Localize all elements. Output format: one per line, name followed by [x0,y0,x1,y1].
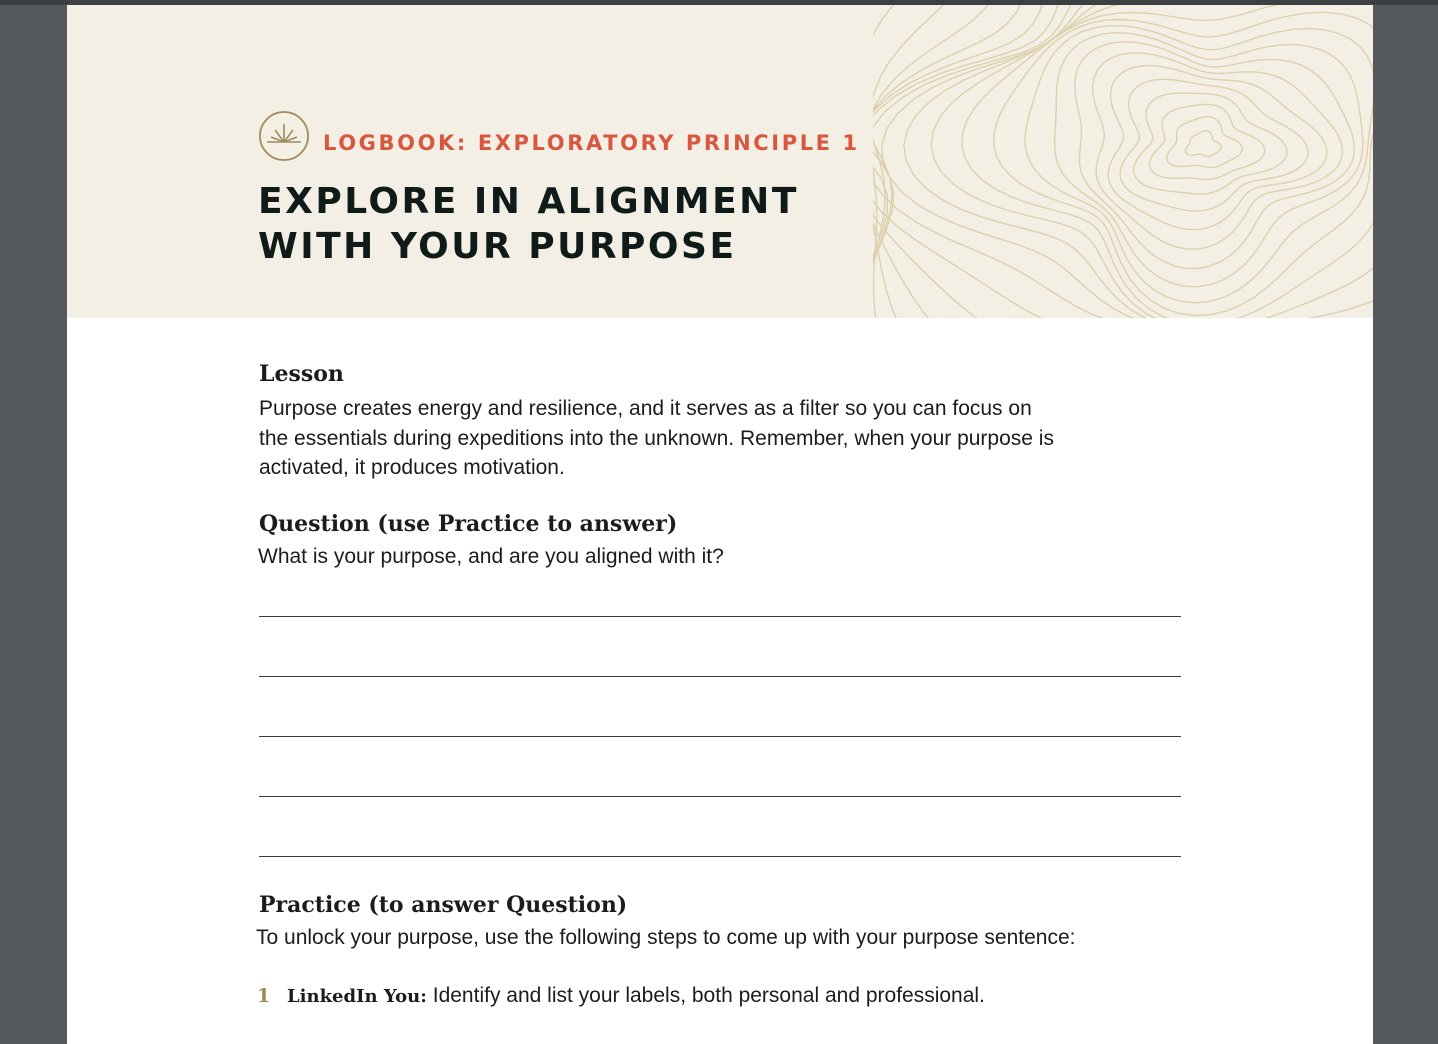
practice-step [257,984,985,1008]
topographic-contour [1167,117,1243,168]
answer-line[interactable] [259,856,1181,857]
page-title-line-2: WITH YOUR PURPOSE [258,226,737,267]
lesson-line: Purpose creates energy and resilience, and it serves as a filter so you can focus on [259,397,1032,420]
topographic-contour [1150,104,1265,179]
lesson-heading: Lesson [259,361,344,387]
topographic-contour [1025,26,1373,303]
topographic-contour [904,5,1373,318]
practice-heading: Practice (to answer Question) [259,892,628,918]
answer-line[interactable] [259,676,1181,677]
topographic-contour [1075,42,1354,269]
page-title-line-1: EXPLORE IN ALIGNMENT [258,181,799,222]
lesson-body [259,394,1054,483]
topographic-contour [1108,66,1327,230]
topographic-lines-decoration [873,5,1373,318]
lesson-line: activated, it produces motivation. [259,456,565,479]
page-title [258,179,799,269]
topographic-contour [1093,53,1343,249]
answer-line[interactable] [259,736,1181,737]
header-banner [67,5,1373,318]
question-heading: Question (use Practice to answer) [259,511,678,537]
step-text: Identify and list your labels, both personal and professional. [432,984,985,1007]
practice-intro: To unlock your purpose, use the following steps to come up with your purpose sentence: [256,926,1076,949]
step-term: LinkedIn You: [287,986,427,1007]
step-number: 1 [257,985,271,1007]
logbook-kicker: LOGBOOK: EXPLORATORY PRINCIPLE 1 [323,131,860,155]
topographic-contour [882,5,1373,318]
lesson-line: the essentials during expeditions into the unknown. Remember, when your purpose is [259,426,1054,450]
topographic-contour [1055,33,1363,287]
answer-line[interactable] [259,616,1181,617]
answer-line[interactable] [259,796,1181,797]
sunrise-emblem-icon [258,110,310,162]
question-prompt: What is your purpose, and are you aligned with it? [258,545,724,568]
document-page [67,5,1373,1044]
topographic-contour [931,5,1373,318]
topographic-contour [1185,131,1221,157]
